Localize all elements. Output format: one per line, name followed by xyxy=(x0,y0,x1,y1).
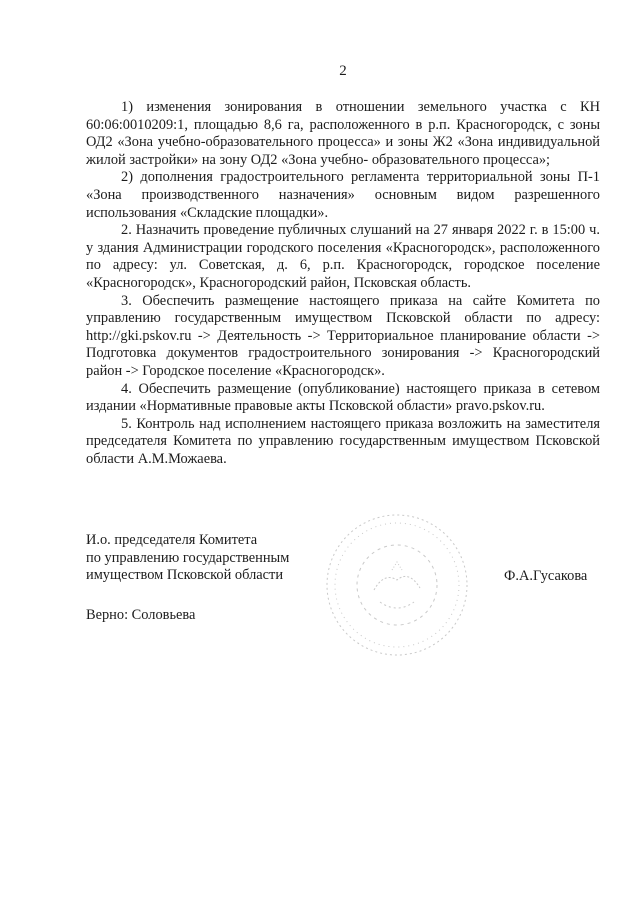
signatory-position-line: по управлению государственным xyxy=(86,549,290,566)
paragraph-line: имуществом Псковской области А.М.Можаева. xyxy=(86,433,600,467)
paragraph-line: 3. Обеспечить размещение настоящего приказа на сайте Комитета по xyxy=(121,292,600,309)
paragraph-line: с зоны ОД2 «Зона учебно-образовательного процесса» и зоны Ж2 «Зона xyxy=(86,116,600,151)
paragraph-line: с КН 60:06:0010209:1, площадью 8,6 га, расположенного в р.п. Красногородск, xyxy=(86,99,600,133)
verno-certification: Верно: Соловьева xyxy=(86,607,196,623)
paragraph-line: Красногородский район -> Городское поселение «Красногородск». xyxy=(86,345,600,379)
paragraph xyxy=(86,416,600,469)
paragraph xyxy=(86,381,600,416)
paragraph xyxy=(86,293,600,381)
paragraph-line: расположенного по адресу: ул. Советская, д. 6, р.п. Красногородск, городское xyxy=(86,239,600,274)
paragraph-line: П-1 «Зона производственного назначения» основным видом разрешенного xyxy=(86,169,600,203)
paragraph-line: управлению государственным имуществом Псковской области по адресу: xyxy=(86,310,600,327)
paragraph-line: http://gki.pskov.ru -> Деятельность -> Территориальное планирование области xyxy=(86,327,581,344)
signatory-position-line: имуществом Псковской области xyxy=(86,567,284,584)
paragraph xyxy=(86,222,600,292)
paragraph-line: образовательного процесса»; xyxy=(371,151,551,168)
paragraph-line: использования «Складские площадки». xyxy=(86,204,329,221)
paragraph-line: в 15:00 ч. у здания Администрации городского поселения «Красногородск», xyxy=(86,222,600,256)
paragraph-line: поселение «Красногородск», Красногородский район, Псковская область. xyxy=(86,257,600,291)
paragraph-line: pravo.pskov.ru. xyxy=(455,398,545,415)
paragraph-line: 2) дополнения градостроительного регламента территориальной зоны xyxy=(121,169,571,186)
signatory-position xyxy=(86,532,289,585)
paragraph xyxy=(86,169,600,222)
paragraph-line: в сетевом издании «Нормативные правовые акты Псковской области» xyxy=(86,380,600,415)
signer-name: Ф.А.Гусакова xyxy=(504,568,588,584)
paragraph xyxy=(86,99,600,169)
paragraph-line: 4. Обеспечить размещение (опубликование) настоящего приказа xyxy=(121,380,532,397)
paragraph-line: -> Подготовка документов градостроительного зонирования -> xyxy=(86,327,600,362)
official-seal-stamp xyxy=(322,510,472,660)
paragraph-line: 1) изменения зонирования в отношении земельного участка xyxy=(121,99,547,115)
paragraph-line: на заместителя председателя Комитета по управлению государственным xyxy=(86,415,600,450)
signatory-position-line: И.о. председателя Комитета xyxy=(86,532,258,548)
paragraph-line: индивидуальной жилой застройки» на зону ОД2 «Зона учебно- xyxy=(86,134,600,168)
page-number: 2 xyxy=(339,63,347,79)
document-body xyxy=(86,99,600,468)
paragraph-line: 2. Назначить проведение публичных слушаний на 27 января 2022 г. xyxy=(121,222,538,239)
paragraph-line: 5. Контроль над исполнением настоящего приказа возложить xyxy=(121,415,502,432)
